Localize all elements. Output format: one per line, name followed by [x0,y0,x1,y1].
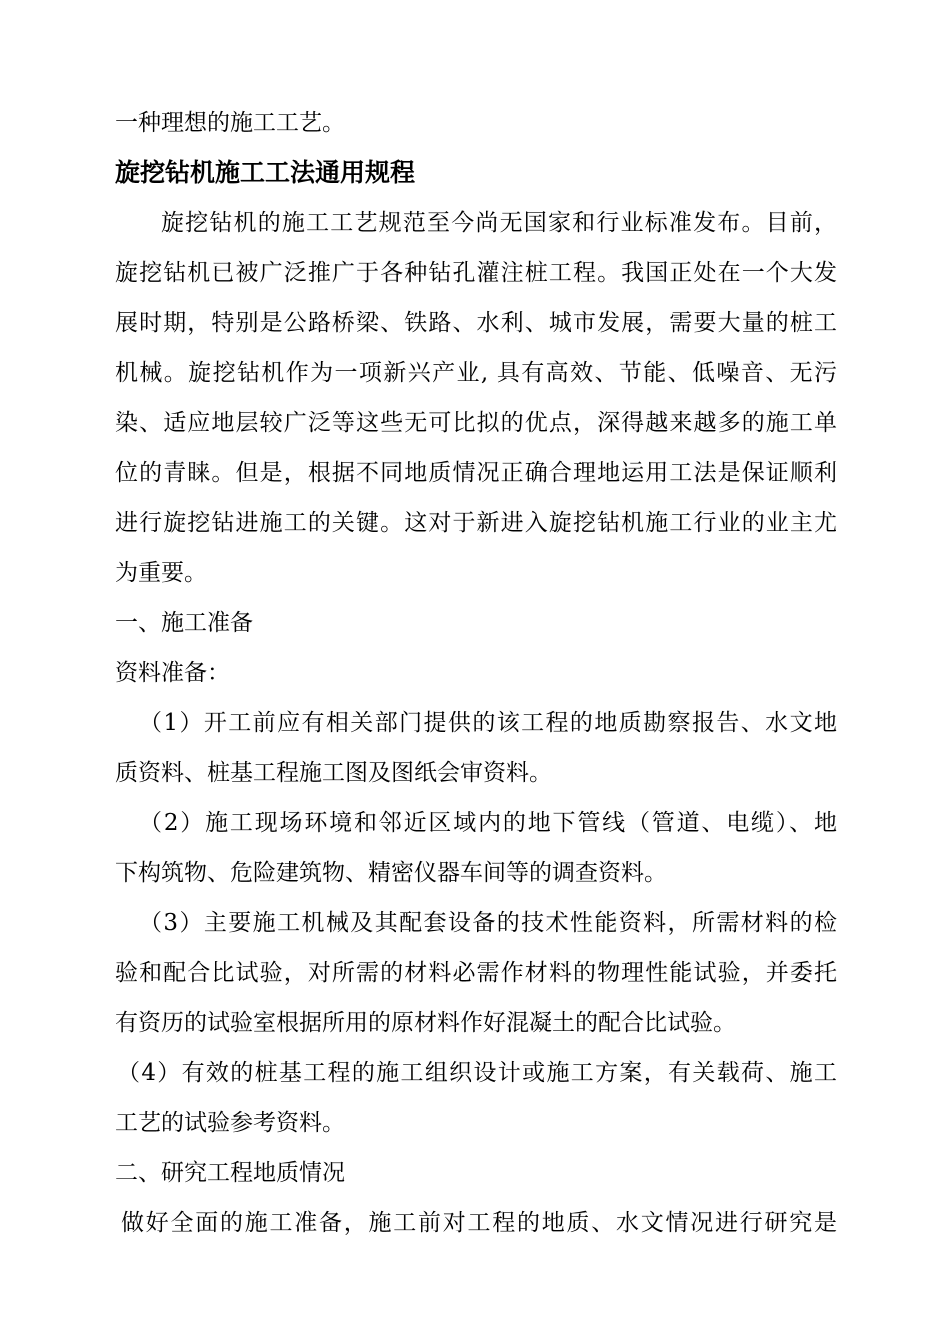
heading-line: 一、施工准备 [115,610,253,636]
paragraph-line: 一种理想的施工工艺。 [115,110,345,136]
list-item-line: （3）主要施工机械及其配套设备的技术性能资料，所需材料的检 [139,910,837,936]
paragraph-line: 展时期，特别是公路桥梁、铁路、水利、城市发展，需要大量的桩工 [115,310,837,336]
paragraph-line: 机械。旋挖钻机作为一项新兴产业, 具有高效、节能、低噪音、无污 [115,360,837,386]
list-item-line: 验和配合比试验，对所需的材料必需作材料的物理性能试验，并委托 [115,960,837,986]
list-item-line: 下构筑物、危险建筑物、精密仪器车间等的调查资料。 [115,860,667,886]
paragraph-line: 位的青睐。但是，根据不同地质情况正确合理地运用工法是保证顺利 [115,460,837,486]
paragraph-line: 做好全面的施工准备，施工前对工程的地质、水文情况进行研究是 [121,1210,837,1236]
paragraph-line: 染、适应地层较广泛等这些无可比拟的优点，深得越来越多的施工单 [115,410,837,436]
paragraph-line: 旋挖钻机已被广泛推广于各种钻孔灌注桩工程。我国正处在一个大发 [115,260,837,286]
list-item-line: （1）开工前应有相关部门提供的该工程的地质勘察报告、水文地 [139,710,837,736]
list-item-line: 工艺的试验参考资料。 [115,1110,345,1136]
document-page [115,98,837,1248]
list-item-line: （4）有效的桩基工程的施工组织设计或施工方案，有关载荷、施工 [117,1060,837,1086]
subheading-line: 资料准备： [115,660,230,686]
paragraph-line: 进行旋挖钻进施工的关键。这对于新进入旋挖钻机施工行业的业主尤 [115,510,837,536]
list-item-line: （2）施工现场环境和邻近区域内的地下管线（管道、电缆）、地 [139,810,837,836]
list-item-line: 有资历的试验室根据所用的原材料作好混凝土的配合比试验。 [115,1010,736,1036]
paragraph-line: 为重要。 [115,560,207,586]
paragraph-line: 旋挖钻机的施工工艺规范至今尚无国家和行业标准发布。目前， [161,210,837,236]
section-title: 旋挖钻机施工工法通用规程 [115,158,416,187]
heading-line: 二、研究工程地质情况 [115,1160,345,1186]
list-item-line: 质资料、桩基工程施工图及图纸会审资料。 [115,760,552,786]
